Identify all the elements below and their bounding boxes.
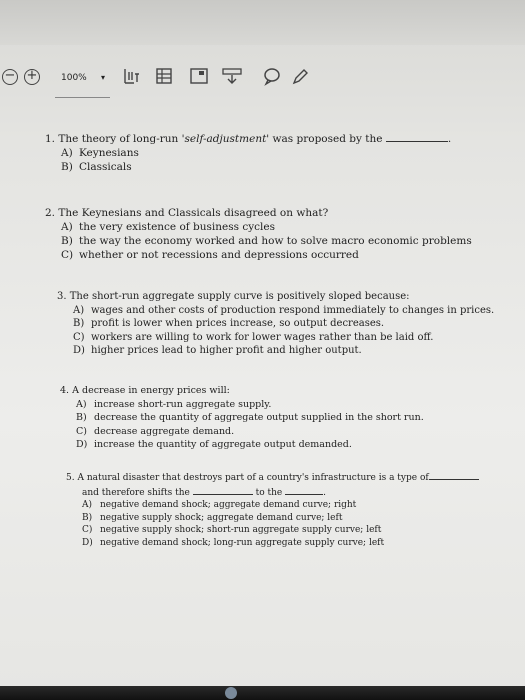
stem-text: to the [255,487,283,498]
option-letter: B) [73,318,85,329]
stem-text: The Keynesians and Classicals disagreed on what? [58,207,329,219]
option-letter: C) [82,525,93,535]
option-text: decrease aggregate demand. [94,425,235,437]
option-text: the very existence of business cycles [79,221,275,233]
stem-end: . [323,487,326,498]
comment-icon[interactable] [262,66,282,86]
option-text: Classicals [79,161,132,173]
answer-blank [193,485,253,495]
question-stem [57,290,494,304]
option-text: increase the quantity of aggregate output demanded. [94,439,352,450]
stem-end: . [447,133,452,145]
question-number: 4. [60,385,70,396]
option-text: negative supply shock; short-run aggregate supply curve; left [100,525,382,535]
option-letter: A) [61,221,73,233]
option [60,425,424,439]
option [60,411,424,425]
option [66,512,479,525]
question-4 [60,384,424,452]
option [45,248,472,262]
question-5 [66,470,479,549]
minus-icon: − [4,68,16,83]
option-letter: B) [61,161,73,173]
stem-text: and therefore shifts the [82,487,190,498]
option-letter: C) [61,249,74,261]
text-select-icon[interactable] [122,66,142,86]
option-letter: B) [76,412,87,423]
question-2 [45,206,472,262]
option-text: wages and other costs of production respond immediately to changes in prices. [91,304,495,316]
option-letter: D) [76,439,88,450]
pen-icon[interactable] [290,66,310,86]
stem-text: A decrease in energy prices will: [72,385,230,396]
question-stem [60,384,424,398]
top-background [0,0,525,45]
option-letter: B) [61,235,73,247]
stem-text: The theory of long-run [58,133,182,145]
insert-table-icon[interactable] [154,66,174,86]
option-text: Keynesians [79,147,139,159]
option [60,438,424,452]
zoom-select[interactable] [55,67,111,89]
option-text: decrease the quantity of aggregate output supplied in the short run. [94,412,424,423]
stem-italic: 'self-adjustment' [181,133,270,145]
app-icon [225,687,237,699]
question-stem [66,470,479,485]
plus-icon: + [26,68,38,83]
option-letter: D) [73,345,85,356]
zoom-in-button[interactable] [24,69,40,85]
option [57,317,494,331]
option-text: increase short-run aggregate supply. [94,398,272,410]
option-letter: A) [76,398,87,410]
stem-text: A natural disaster that destroys part of a country's infrastructure is a type of [77,473,429,483]
option [45,220,472,234]
question-stem-line2 [66,485,479,500]
option [60,398,424,412]
question-number: 2. [45,207,56,219]
zoom-value: 100% [61,73,87,83]
option-text: higher prices lead to higher profit and higher output. [91,345,362,356]
option [45,234,472,248]
question-number: 3. [57,291,67,302]
option [45,160,451,174]
option-text: negative supply shock; aggregate demand curve; left [100,512,343,523]
option [57,304,494,318]
download-icon[interactable] [221,66,241,86]
question-number: 5. [66,473,75,483]
option [66,524,479,537]
stem-text: was proposed by the [269,133,383,145]
question-stem [45,132,451,146]
option-text: workers are willing to work for lower wages rather than be laid off. [91,331,434,343]
option-letter: D) [82,537,93,548]
option [66,537,479,550]
option-letter: A) [61,147,73,159]
zoom-out-button[interactable] [2,69,18,85]
answer-blank [386,132,448,142]
question-3 [57,290,494,358]
option [45,146,451,160]
option-letter: A) [73,304,85,316]
crop-image-icon[interactable] [189,66,209,86]
option [57,331,494,345]
option [57,344,494,358]
chevron-down-icon: ▾ [100,73,105,82]
option-text: profit is lower when prices increase, so output decreases. [91,318,385,329]
zoom-underline [55,97,110,98]
option-letter: C) [76,425,87,437]
stem-text: The short-run aggregate supply curve is positively sloped because: [69,291,410,302]
option-letter: A) [82,500,93,510]
bottom-bar [0,686,525,700]
answer-blank [285,485,323,495]
option-letter: B) [82,512,93,523]
option-text: negative demand shock; aggregate demand curve; right [100,500,357,510]
option-text: the way the economy worked and how to solve macro economic problems [79,235,472,247]
question-stem [45,206,472,220]
option [66,499,479,512]
answer-blank [429,470,479,480]
option-letter: C) [73,331,85,343]
option-text: whether or not recessions and depressions occurred [79,249,359,261]
question-1 [45,132,451,174]
option-text: negative demand shock; long-run aggregate supply curve; left [100,537,385,548]
question-number: 1. [45,133,56,145]
